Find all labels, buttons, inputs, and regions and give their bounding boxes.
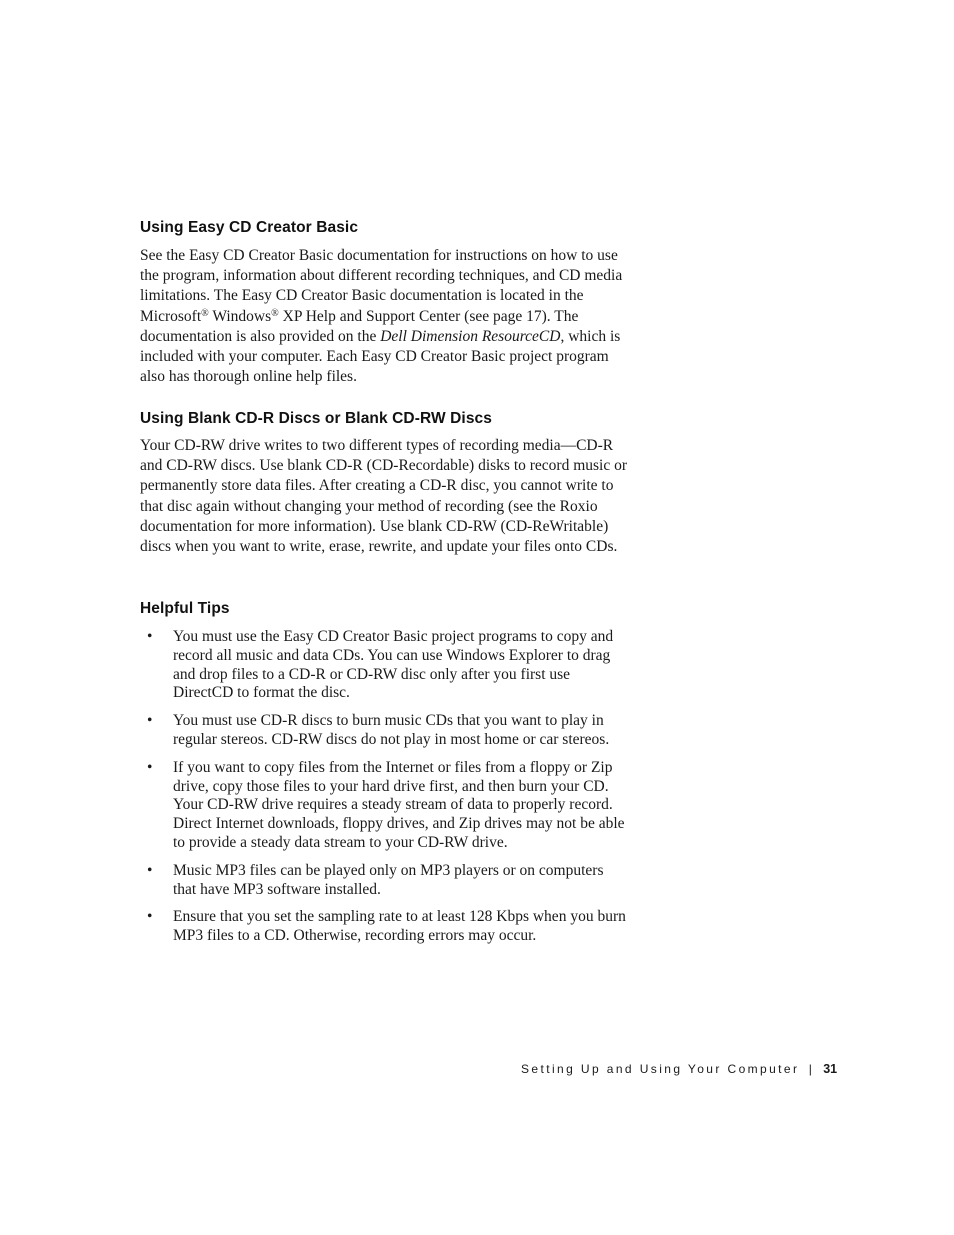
tip-item bbox=[140, 759, 640, 853]
registered-mark: ® bbox=[271, 307, 279, 319]
section-body-blank-discs: Your CD-RW drive writes to two different types of recording media—CD-R and CD-RW discs. Use blank CD-R (CD-Recordable) disks to record music or permanently store data files. After creating a CD-R disc, you cannot write to that disc again without changing your method of recording (see the Roxio documentation for more information). Use blank CD-RW (CD-ReWritable) discs when you want to write, erase, rewrite, and update your files onto CDs. bbox=[140, 437, 628, 556]
page-footer bbox=[521, 1062, 837, 1076]
page-number: 31 bbox=[823, 1062, 838, 1076]
tip-text: You must use the Easy CD Creator Basic project programs to copy and record all music and data CDs. You can use Windows Explorer to drag and drop files to a CD-R or CD-RW disc only after you first use DirectCD to format the disc. bbox=[173, 628, 614, 702]
section-heading-easy-cd-creator: Using Easy CD Creator Basic bbox=[140, 219, 359, 236]
bullet-icon: • bbox=[147, 628, 153, 645]
tip-text: Ensure that you set the sampling rate to at least 128 Kbps when you burn MP3 files to a CD. Otherwise, recording errors may occur. bbox=[173, 908, 626, 945]
footer-separator: | bbox=[808, 1062, 812, 1076]
section-heading-helpful-tips: Helpful Tips bbox=[140, 600, 230, 617]
footer-chapter-title: Setting Up and Using Your Computer bbox=[521, 1062, 800, 1076]
tip-text: You must use CD-R discs to burn music CDs that you want to play in regular stereos. CD-RW discs do not play in most home or car stereos. bbox=[173, 712, 610, 748]
bullet-icon: • bbox=[147, 861, 153, 879]
helpful-tips-list bbox=[140, 628, 640, 955]
tip-text: Music MP3 files can be played only on MP3 players or on computers that have MP3 software installed. bbox=[173, 861, 604, 898]
body-text: , which is included with your computer. Each Easy CD Creator Basic project program also has thorough online help files. bbox=[140, 327, 621, 386]
body-text: XP Help and Support Center (see page 17). The documentation is also provided on the bbox=[140, 307, 579, 345]
tip-text: If you want to copy files from the Internet or files from a floppy or Zip drive, copy those files to your hard drive first, and then burn your CD. Your CD-RW drive requires a steady stream of data to properly record. Direct Internet downloads, floppy drives, and Zip drives may not be able to provide a steady data stream to your CD-RW drive. bbox=[173, 758, 625, 851]
section-heading-blank-discs: Using Blank CD-R Discs or Blank CD-RW Discs bbox=[140, 410, 492, 427]
tip-item bbox=[140, 862, 640, 900]
body-text: Windows bbox=[208, 307, 272, 325]
resource-cd-title: Dell Dimension ResourceCD bbox=[380, 327, 561, 345]
body-text: See the Easy CD Creator Basic documentation for instructions on how to use the program, information about different recording techniques, and CD media limitations. The Easy CD Creator Basic documentation is located in the Microsoft bbox=[140, 247, 623, 325]
section-body-easy-cd-creator bbox=[140, 246, 632, 387]
tip-item bbox=[140, 628, 640, 703]
tip-item bbox=[140, 908, 640, 946]
tip-item bbox=[140, 712, 640, 750]
registered-mark: ® bbox=[201, 307, 209, 319]
bullet-icon: • bbox=[147, 908, 153, 926]
bullet-icon: • bbox=[147, 712, 153, 730]
bullet-icon: • bbox=[147, 758, 153, 776]
